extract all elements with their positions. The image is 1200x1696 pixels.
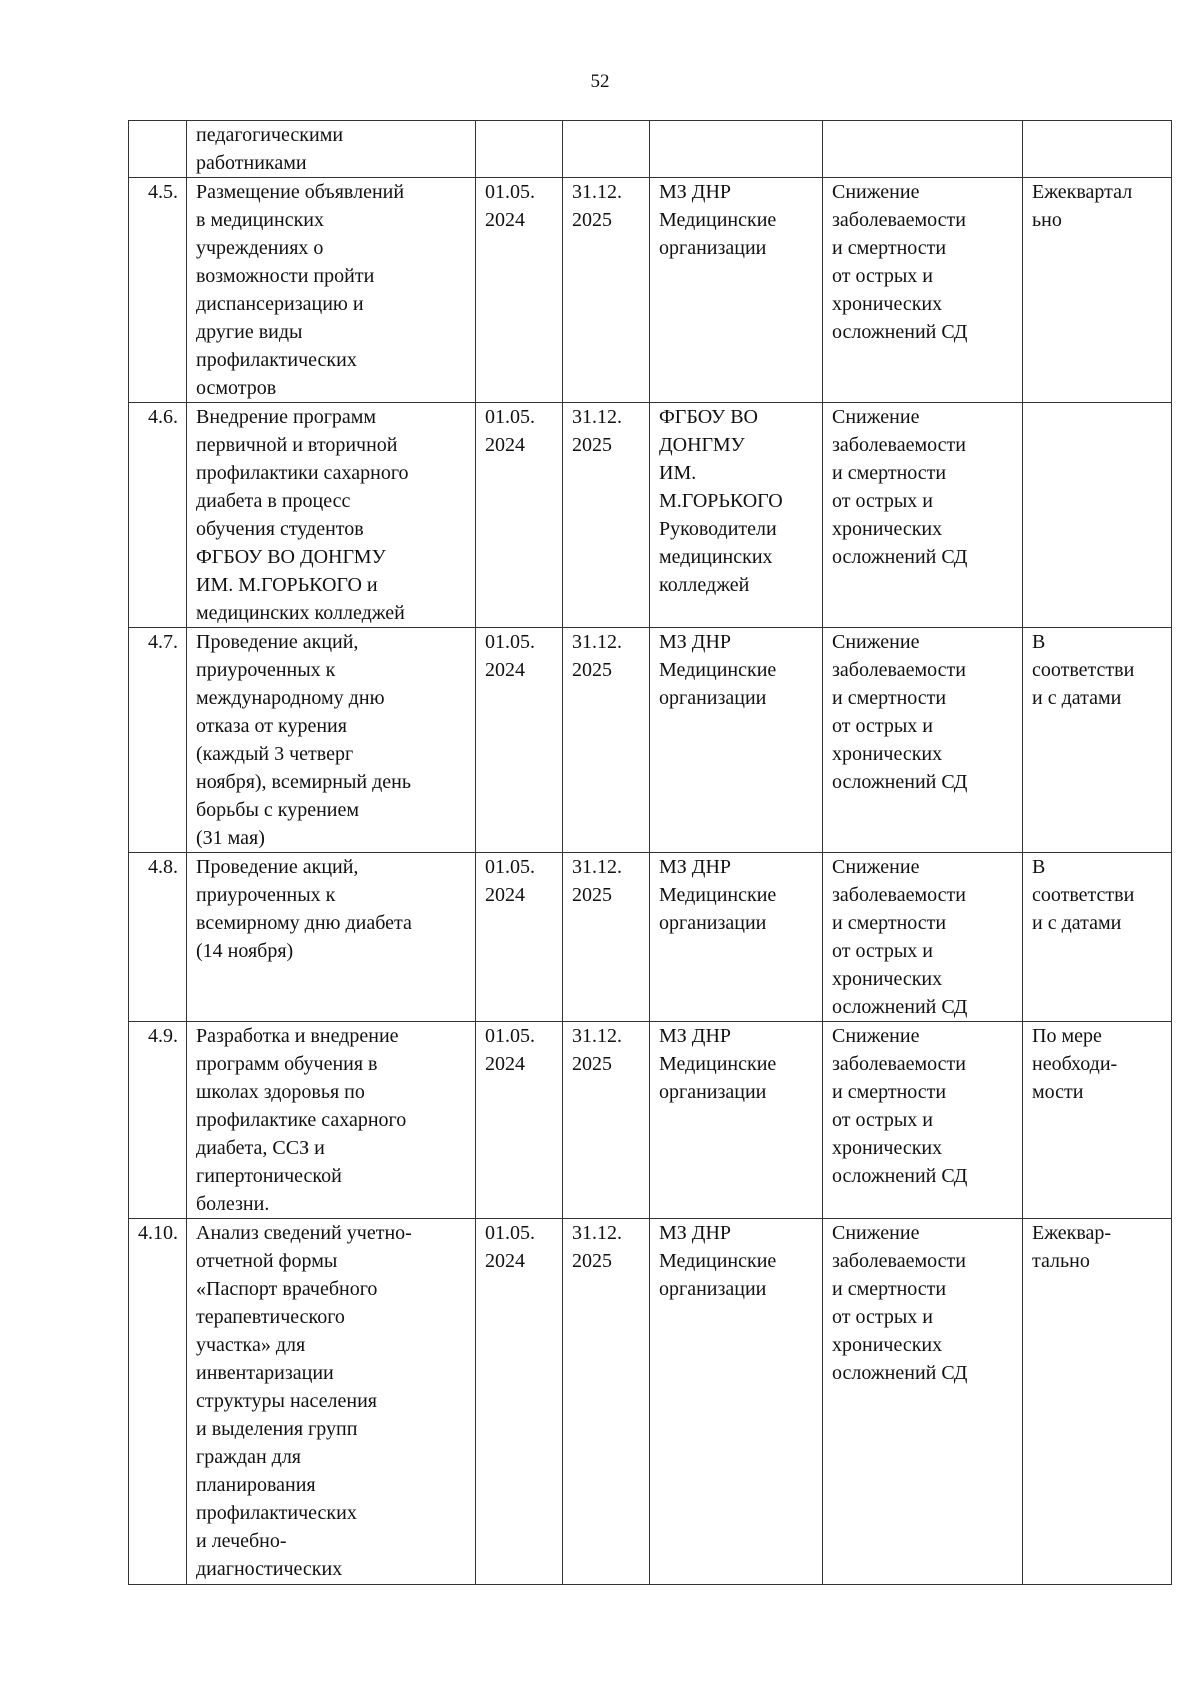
- table-row: [129, 1022, 1172, 1219]
- expected-result-cell: [823, 121, 1023, 178]
- end-date-cell: 31.12. 2025: [563, 853, 650, 1022]
- expected-result-cell: Снижение заболеваемости и смертности от острых и хронических осложнений СД: [823, 1219, 1023, 1585]
- measures-table: [128, 120, 1172, 1585]
- row-number-cell: [129, 121, 187, 178]
- end-date-cell: 31.12. 2025: [563, 178, 650, 403]
- responsible-cell: МЗ ДНР Медицинские организации: [650, 178, 823, 403]
- periodicity-cell: [1023, 121, 1172, 178]
- row-number-cell: 4.9.: [129, 1022, 187, 1219]
- responsible-cell: [650, 121, 823, 178]
- expected-result-cell: Снижение заболеваемости и смертности от острых и хронических осложнений СД: [823, 853, 1023, 1022]
- responsible-cell: МЗ ДНР Медицинские организации: [650, 628, 823, 853]
- periodicity-cell: Ежеквар- тально: [1023, 1219, 1172, 1585]
- end-date-cell: 31.12. 2025: [563, 1022, 650, 1219]
- start-date-cell: 01.05. 2024: [476, 628, 563, 853]
- periodicity-cell: В соответстви и с датами: [1023, 853, 1172, 1022]
- end-date-cell: 31.12. 2025: [563, 628, 650, 853]
- end-date-cell: 31.12. 2025: [563, 403, 650, 628]
- table-row: [129, 403, 1172, 628]
- event-cell: Анализ сведений учетно- отчетной формы «Паспорт врачебного терапевтического участка» для инвентаризации структуры населения и выделения групп граждан для планирования профилактических и лечебно- диагностических: [187, 1219, 476, 1585]
- table-row: [129, 121, 1172, 178]
- periodicity-cell: [1023, 403, 1172, 628]
- expected-result-cell: Снижение заболеваемости и смертности от острых и хронических осложнений СД: [823, 403, 1023, 628]
- end-date-cell: 31.12. 2025: [563, 1219, 650, 1585]
- start-date-cell: 01.05. 2024: [476, 403, 563, 628]
- table-row: [129, 178, 1172, 403]
- start-date-cell: 01.05. 2024: [476, 1219, 563, 1585]
- start-date-cell: 01.05. 2024: [476, 1022, 563, 1219]
- event-cell: педагогическими работниками: [187, 121, 476, 178]
- row-number-cell: 4.6.: [129, 403, 187, 628]
- expected-result-cell: Снижение заболеваемости и смертности от острых и хронических осложнений СД: [823, 178, 1023, 403]
- start-date-cell: 01.05. 2024: [476, 853, 563, 1022]
- row-number-cell: 4.10.: [129, 1219, 187, 1585]
- periodicity-cell: По мере необходи- мости: [1023, 1022, 1172, 1219]
- table-row: [129, 628, 1172, 853]
- responsible-cell: ФГБОУ ВО ДОНГМУ ИМ. М.ГОРЬКОГО Руководители медицинских колледжей: [650, 403, 823, 628]
- end-date-cell: [563, 121, 650, 178]
- responsible-cell: МЗ ДНР Медицинские организации: [650, 1219, 823, 1585]
- start-date-cell: [476, 121, 563, 178]
- page-number: 52: [590, 71, 610, 92]
- event-cell: Разработка и внедрение программ обучения в школах здоровья по профилактике сахарного диабета, ССЗ и гипертонической болезни.: [187, 1022, 476, 1219]
- event-cell: Проведение акций, приуроченных к всемирному дню диабета (14 ноября): [187, 853, 476, 1022]
- table-row: [129, 853, 1172, 1022]
- responsible-cell: МЗ ДНР Медицинские организации: [650, 1022, 823, 1219]
- responsible-cell: МЗ ДНР Медицинские организации: [650, 853, 823, 1022]
- table-row: [129, 1219, 1172, 1585]
- event-cell: Внедрение программ первичной и вторичной профилактики сахарного диабета в процесс обучения студентов ФГБОУ ВО ДОНГМУ ИМ. М.ГОРЬКОГО и медицинских колледжей: [187, 403, 476, 628]
- expected-result-cell: Снижение заболеваемости и смертности от острых и хронических осложнений СД: [823, 1022, 1023, 1219]
- expected-result-cell: Снижение заболеваемости и смертности от острых и хронических осложнений СД: [823, 628, 1023, 853]
- row-number-cell: 4.7.: [129, 628, 187, 853]
- row-number-cell: 4.8.: [129, 853, 187, 1022]
- event-cell: Проведение акций, приуроченных к международному дню отказа от курения (каждый 3 четверг ноября), всемирный день борьбы с курением (31 мая): [187, 628, 476, 853]
- event-cell: Размещение объявлений в медицинских учреждениях о возможности пройти диспансеризацию и другие виды профилактических осмотров: [187, 178, 476, 403]
- periodicity-cell: В соответстви и с датами: [1023, 628, 1172, 853]
- start-date-cell: 01.05. 2024: [476, 178, 563, 403]
- row-number-cell: 4.5.: [129, 178, 187, 403]
- periodicity-cell: Ежеквартал ьно: [1023, 178, 1172, 403]
